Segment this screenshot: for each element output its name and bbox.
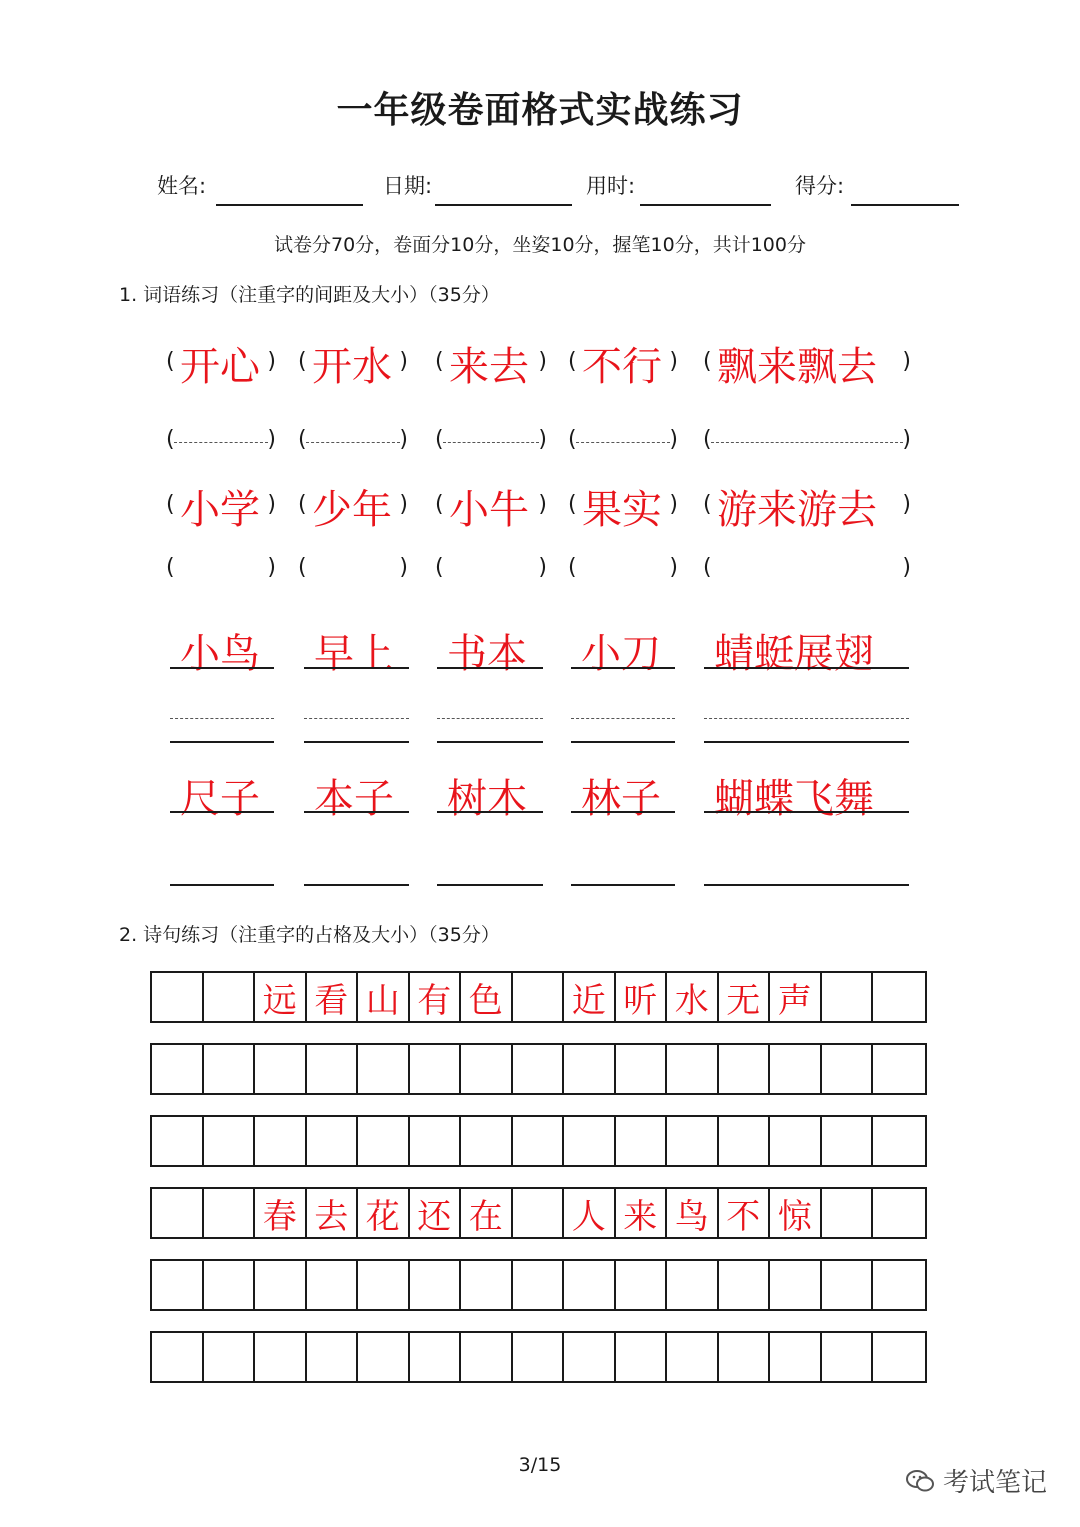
watermark	[905, 1462, 1047, 1499]
dashed-writing-line	[170, 718, 274, 719]
grid-row	[150, 1187, 927, 1239]
grid-cell[interactable]: 鸟	[667, 1189, 719, 1237]
word-baseline	[304, 667, 409, 669]
grid-cell[interactable]	[822, 1261, 874, 1309]
grid-cell[interactable]	[873, 1261, 925, 1309]
grid-cell[interactable]	[461, 1261, 513, 1309]
grid-cell[interactable]	[873, 1117, 925, 1165]
practice-paren-box[interactable]	[298, 427, 408, 457]
left-paren: (	[435, 349, 444, 374]
grid-cell[interactable]: 色	[461, 973, 513, 1021]
word-paren-box	[568, 335, 678, 390]
grid-cell[interactable]	[564, 1333, 616, 1381]
grid-cell[interactable]: 看	[307, 973, 359, 1021]
practice-paren-box[interactable]	[435, 555, 547, 585]
left-paren: (	[703, 555, 712, 580]
grid-cell[interactable]	[358, 1261, 410, 1309]
grid-cell[interactable]	[255, 1333, 307, 1381]
grid-cell[interactable]	[152, 1261, 204, 1309]
dashed-writing-line	[711, 442, 903, 443]
grid-cell[interactable]: 在	[461, 1189, 513, 1237]
grid-cell[interactable]: 来	[616, 1189, 668, 1237]
practice-paren-box[interactable]	[435, 427, 547, 457]
left-paren: (	[166, 492, 175, 517]
dashed-writing-line	[571, 718, 675, 719]
model-word: 小刀	[581, 631, 661, 677]
grid-cell[interactable]	[822, 1189, 874, 1237]
dashed-writing-line	[576, 442, 670, 443]
practice-paren-box[interactable]	[568, 427, 678, 457]
right-paren: )	[669, 555, 678, 580]
name-line[interactable]	[216, 204, 363, 206]
model-word: 小牛	[449, 487, 529, 533]
word-baseline	[170, 667, 274, 669]
grid-cell[interactable]	[461, 1333, 513, 1381]
time-line[interactable]	[640, 204, 771, 206]
score-line[interactable]	[851, 204, 959, 206]
page-number: 3/15	[518, 1454, 562, 1476]
word-baseline	[571, 667, 675, 669]
grid-cell[interactable]	[204, 1333, 256, 1381]
grid-cell[interactable]	[822, 973, 874, 1021]
name-label: 姓名:	[157, 174, 207, 198]
word-baseline	[571, 811, 675, 813]
grid-cell[interactable]	[204, 1189, 256, 1237]
left-paren: (	[435, 427, 444, 452]
model-word: 尺子	[180, 776, 260, 822]
grid-cell[interactable]	[616, 1117, 668, 1165]
grid-cell[interactable]: 声	[770, 973, 822, 1021]
word-paren-box	[166, 335, 276, 390]
right-paren: )	[538, 555, 547, 580]
writing-line[interactable]	[170, 884, 274, 886]
model-word: 来去	[449, 344, 529, 390]
grid-row	[150, 1043, 927, 1095]
grid-cell[interactable]: 不	[719, 1189, 771, 1237]
writing-line[interactable]	[704, 741, 909, 743]
grid-cell[interactable]	[204, 1261, 256, 1309]
word-baseline	[304, 811, 409, 813]
word-paren-box	[298, 335, 408, 390]
writing-line[interactable]	[437, 884, 543, 886]
page-title: 一年级卷面格式实战练习	[336, 90, 744, 131]
grid-cell[interactable]	[204, 1045, 256, 1093]
score-label: 得分:	[795, 174, 845, 198]
grid-cell[interactable]	[152, 1333, 204, 1381]
model-word: 游来游去	[717, 487, 877, 533]
grid-cell[interactable]	[513, 1189, 565, 1237]
grid-cell[interactable]	[307, 1117, 359, 1165]
grid-cell[interactable]: 人	[564, 1189, 616, 1237]
right-paren: )	[399, 492, 408, 517]
model-word: 蜻蜓展翅	[714, 631, 874, 677]
grid-cell[interactable]	[719, 1117, 771, 1165]
date-line[interactable]	[435, 204, 572, 206]
grid-cell[interactable]	[564, 1117, 616, 1165]
practice-paren-box[interactable]	[703, 427, 911, 457]
left-paren: (	[166, 349, 175, 374]
right-paren: )	[902, 492, 911, 517]
grid-cell[interactable]	[461, 1045, 513, 1093]
model-word: 小鸟	[180, 631, 260, 677]
model-word: 树木	[447, 776, 527, 822]
dashed-writing-line	[704, 718, 909, 719]
left-paren: (	[568, 427, 577, 452]
writing-line[interactable]	[571, 884, 675, 886]
grid-cell[interactable]	[307, 1261, 359, 1309]
model-word: 果实	[582, 487, 662, 533]
word-paren-box	[435, 335, 547, 390]
writing-line[interactable]	[437, 741, 543, 743]
grid-cell[interactable]	[410, 1333, 462, 1381]
time-label: 用时:	[586, 174, 636, 198]
left-paren: (	[703, 349, 712, 374]
grid-cell[interactable]	[667, 1261, 719, 1309]
grid-cell[interactable]	[616, 1045, 668, 1093]
grid-cell[interactable]	[719, 1333, 771, 1381]
grid-cell[interactable]	[513, 1045, 565, 1093]
right-paren: )	[669, 349, 678, 374]
word-baseline	[704, 667, 909, 669]
right-paren: )	[399, 427, 408, 452]
model-word: 飘来飘去	[717, 344, 877, 390]
right-paren: )	[669, 492, 678, 517]
model-word: 开心	[180, 344, 260, 390]
grid-cell[interactable]: 有	[410, 973, 462, 1021]
practice-paren-box[interactable]	[703, 555, 911, 585]
left-paren: (	[298, 555, 307, 580]
grid-cell[interactable]	[513, 973, 565, 1021]
grid-cell[interactable]	[822, 1333, 874, 1381]
practice-paren-box[interactable]	[166, 555, 276, 585]
right-paren: )	[399, 349, 408, 374]
grid-cell[interactable]	[873, 1333, 925, 1381]
grid-row	[150, 1115, 927, 1167]
practice-paren-box[interactable]	[568, 555, 678, 585]
section2-title: 2. 诗句练习（注重字的占格及大小）（35分）	[119, 924, 500, 946]
grid-cell[interactable]: 春	[255, 1189, 307, 1237]
grid-cell[interactable]	[410, 1045, 462, 1093]
writing-line[interactable]	[571, 741, 675, 743]
right-paren: )	[267, 349, 276, 374]
left-paren: (	[703, 427, 712, 452]
grid-cell[interactable]	[307, 1333, 359, 1381]
date-label: 日期:	[383, 174, 433, 198]
right-paren: )	[267, 427, 276, 452]
grid-cell[interactable]	[719, 1045, 771, 1093]
word-paren-box	[568, 478, 678, 533]
model-word: 本子	[314, 776, 394, 822]
model-word: 小学	[180, 487, 260, 533]
grid-cell[interactable]	[152, 1045, 204, 1093]
left-paren: (	[435, 555, 444, 580]
dashed-writing-line	[437, 718, 543, 719]
right-paren: )	[538, 427, 547, 452]
wechat-icon	[905, 1468, 935, 1494]
grid-cell[interactable]	[770, 1117, 822, 1165]
left-paren: (	[166, 555, 175, 580]
right-paren: )	[902, 349, 911, 374]
left-paren: (	[298, 492, 307, 517]
grid-cell[interactable]	[770, 1261, 822, 1309]
model-word: 蝴蝶飞舞	[714, 776, 874, 822]
left-paren: (	[568, 555, 577, 580]
grid-cell[interactable]: 山	[358, 973, 410, 1021]
word-paren-box	[166, 478, 276, 533]
grid-cell[interactable]	[358, 1045, 410, 1093]
word-baseline	[437, 667, 543, 669]
grid-cell[interactable]	[822, 1117, 874, 1165]
right-paren: )	[669, 427, 678, 452]
dashed-writing-line	[174, 442, 268, 443]
grid-cell[interactable]	[667, 1117, 719, 1165]
grid-cell[interactable]	[616, 1261, 668, 1309]
grid-cell[interactable]	[461, 1117, 513, 1165]
grid-cell[interactable]	[255, 1045, 307, 1093]
grid-cell[interactable]: 近	[564, 973, 616, 1021]
grid-cell[interactable]: 还	[410, 1189, 462, 1237]
model-word: 书本	[447, 631, 527, 677]
right-paren: )	[267, 492, 276, 517]
word-paren-box	[703, 478, 911, 533]
model-word: 不行	[582, 344, 662, 390]
grid-cell[interactable]	[204, 1117, 256, 1165]
right-paren: )	[902, 555, 911, 580]
writing-line[interactable]	[304, 741, 409, 743]
left-paren: (	[568, 492, 577, 517]
grid-cell[interactable]	[410, 1117, 462, 1165]
grid-cell[interactable]	[770, 1045, 822, 1093]
watermark-text: 考试笔记	[943, 1468, 1048, 1498]
grid-cell[interactable]	[358, 1333, 410, 1381]
word-baseline	[704, 811, 909, 813]
word-paren-box	[298, 478, 408, 533]
right-paren: )	[399, 555, 408, 580]
section1-title: 1. 词语练习（注重字的间距及大小）（35分）	[119, 284, 500, 306]
grid-cell[interactable]: 无	[719, 973, 771, 1021]
grid-cell[interactable]	[410, 1261, 462, 1309]
grid-cell[interactable]	[822, 1045, 874, 1093]
left-paren: (	[298, 349, 307, 374]
grid-cell[interactable]	[358, 1117, 410, 1165]
right-paren: )	[267, 555, 276, 580]
right-paren: )	[538, 492, 547, 517]
grid-cell[interactable]	[513, 1261, 565, 1309]
dashed-writing-line	[306, 442, 400, 443]
grid-cell[interactable]	[719, 1261, 771, 1309]
grid-cell[interactable]	[873, 973, 925, 1021]
dashed-writing-line	[304, 718, 409, 719]
word-baseline	[170, 811, 274, 813]
model-word: 早上	[314, 631, 394, 677]
writing-line[interactable]	[304, 884, 409, 886]
grid-cell[interactable]: 花	[358, 1189, 410, 1237]
grid-cell[interactable]	[616, 1333, 668, 1381]
word-baseline	[437, 811, 543, 813]
writing-line[interactable]	[704, 884, 909, 886]
grid-cell[interactable]	[204, 973, 256, 1021]
grid-cell[interactable]	[667, 1333, 719, 1381]
word-paren-box	[435, 478, 547, 533]
right-paren: )	[538, 349, 547, 374]
practice-paren-box[interactable]	[166, 427, 276, 457]
grid-cell[interactable]	[255, 1261, 307, 1309]
left-paren: (	[166, 427, 175, 452]
grid-cell[interactable]	[564, 1261, 616, 1309]
grid-cell[interactable]	[873, 1045, 925, 1093]
dashed-writing-line	[443, 442, 539, 443]
left-paren: (	[703, 492, 712, 517]
grid-cell[interactable]: 远	[255, 973, 307, 1021]
left-paren: (	[568, 349, 577, 374]
scoring-note: 试卷分70分，卷面分10分，坐姿10分，握笔10分，共计100分	[274, 234, 806, 256]
grid-cell[interactable]	[307, 1045, 359, 1093]
grid-cell[interactable]	[770, 1333, 822, 1381]
grid-cell[interactable]	[152, 973, 204, 1021]
grid-cell[interactable]	[152, 1117, 204, 1165]
grid-cell[interactable]	[255, 1117, 307, 1165]
grid-cell[interactable]: 听	[616, 973, 668, 1021]
grid-row	[150, 971, 927, 1023]
grid-cell[interactable]	[667, 1045, 719, 1093]
right-paren: )	[902, 427, 911, 452]
left-paren: (	[298, 427, 307, 452]
word-paren-box	[703, 335, 911, 390]
grid-cell[interactable]	[564, 1045, 616, 1093]
practice-paren-box[interactable]	[298, 555, 408, 585]
grid-row	[150, 1331, 927, 1383]
model-word: 林子	[581, 776, 661, 822]
grid-cell[interactable]	[513, 1117, 565, 1165]
grid-cell[interactable]: 水	[667, 973, 719, 1021]
model-word: 少年	[312, 487, 392, 533]
model-word: 开水	[312, 344, 392, 390]
grid-cell[interactable]	[873, 1189, 925, 1237]
grid-row	[150, 1259, 927, 1311]
grid-cell[interactable]	[513, 1333, 565, 1381]
writing-line[interactable]	[170, 741, 274, 743]
grid-cell[interactable]: 去	[307, 1189, 359, 1237]
grid-cell[interactable]	[152, 1189, 204, 1237]
left-paren: (	[435, 492, 444, 517]
grid-cell[interactable]: 惊	[770, 1189, 822, 1237]
